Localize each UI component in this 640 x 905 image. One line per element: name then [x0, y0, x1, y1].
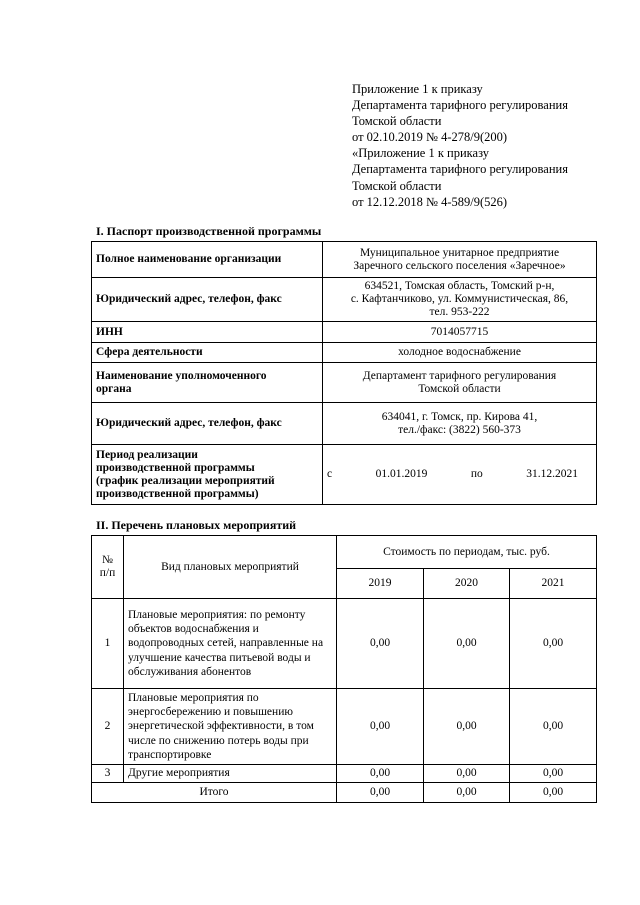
row-label: Полное наименование организации: [92, 242, 323, 278]
value-text: Муниципальное унитарное предприятие Заречного сельского поселения «Заречное»: [353, 246, 566, 272]
order-header: [352, 81, 568, 210]
num-header: [92, 536, 124, 599]
row-number: 3: [92, 765, 124, 783]
period-to: 31.12.2021: [526, 468, 578, 480]
row-label: [92, 445, 323, 505]
section1-title: I. Паспорт производственной программы: [96, 224, 322, 238]
cost-value: 0,00: [337, 765, 424, 783]
table-row: [92, 363, 597, 403]
table-row: [92, 403, 597, 445]
row-label: Юридический адрес, телефон, факс: [92, 278, 323, 322]
activity-name: Плановые мероприятия: по ремонту объектов водоснабжения и водопроводных сетей, направленные на улучшение качества питьевой воды и обслуживания абонентов: [124, 599, 337, 689]
header-line: от 12.12.2018 № 4-589/9(526): [352, 194, 508, 209]
cost-value: 0,00: [510, 689, 597, 765]
row-label: Сфера деятельности: [92, 343, 323, 363]
row-value: [323, 278, 597, 322]
total-value: 0,00: [337, 783, 424, 803]
label-text: Наименование уполномоченного органа: [96, 369, 267, 395]
value-text: Департамент тарифного регулирования Томской области: [362, 369, 557, 395]
table-row: [92, 599, 597, 689]
header-line: «Приложение 1 к приказу: [352, 146, 490, 161]
activity-name: Другие мероприятия: [124, 765, 337, 783]
header-line: Департамента тарифного регулирования: [352, 162, 568, 177]
table-row: [92, 689, 597, 765]
section2-title: II. Перечень плановых мероприятий: [96, 518, 297, 532]
row-value: [323, 403, 597, 445]
label-text: Период реализации производственной программы (график реализации мероприятий производственной программы): [96, 448, 275, 500]
period: [327, 468, 592, 481]
total-label: Итого: [92, 783, 337, 803]
plan-table: [91, 535, 597, 803]
header-line: Приложение 1 к приказу: [352, 82, 483, 96]
row-label: Юридический адрес, телефон, факс: [92, 403, 323, 445]
header-line: Департамента тарифного регулирования: [352, 98, 568, 113]
cost-value: 0,00: [424, 765, 510, 783]
row-value: [323, 445, 597, 505]
header-line: Томской области: [352, 178, 442, 193]
value-text: 634041, г. Томск, пр. Кирова 41, тел./факс: (3822) 560-373: [381, 410, 538, 436]
name-header: Вид плановых мероприятий: [124, 536, 337, 599]
table-row: [92, 278, 597, 322]
year-header: 2019: [337, 569, 424, 599]
cost-value: 0,00: [510, 765, 597, 783]
year-header: 2020: [424, 569, 510, 599]
row-label: [92, 363, 323, 403]
row-value: холодное водоснабжение: [323, 343, 597, 363]
table-row: [92, 242, 597, 278]
cost-header: Стоимость по периодам, тыс. руб.: [337, 536, 597, 569]
total-value: 0,00: [424, 783, 510, 803]
header-line: от 02.10.2019 № 4-278/9(200): [352, 130, 508, 145]
value-text: 634521, Томская область, Томский р-н, с. Кафтанчиково, ул. Коммунистическая, 86, тел. 953-222: [350, 280, 569, 318]
header-row: [92, 536, 597, 569]
table-row: [92, 322, 597, 343]
row-number: 2: [92, 689, 124, 765]
period-from: 01.01.2019: [375, 468, 428, 480]
total-row: [92, 783, 597, 803]
cost-value: 0,00: [510, 599, 597, 689]
table-row: [92, 343, 597, 363]
table-row: [92, 765, 597, 783]
row-label: ИНН: [92, 322, 323, 343]
cost-value: 0,00: [424, 689, 510, 765]
total-value: 0,00: [510, 783, 597, 803]
period-to-word: по: [470, 468, 483, 480]
activity-name: Плановые мероприятия по энергосбережению и повышению энергетической эффективности, в том числе по снижению потерь воды при транспортировке: [124, 689, 337, 765]
row-value: [323, 242, 597, 278]
cost-value: 0,00: [337, 689, 424, 765]
num-header-text: № п/п: [99, 554, 116, 579]
row-value: 7014057715: [323, 322, 597, 343]
period-from-word: с: [327, 468, 333, 480]
header-line: Томской области: [352, 114, 442, 129]
year-header: 2021: [510, 569, 597, 599]
table-row: [92, 445, 597, 505]
passport-table: [91, 241, 597, 505]
row-number: 1: [92, 599, 124, 689]
cost-value: 0,00: [337, 599, 424, 689]
row-value: [323, 363, 597, 403]
cost-value: 0,00: [424, 599, 510, 689]
